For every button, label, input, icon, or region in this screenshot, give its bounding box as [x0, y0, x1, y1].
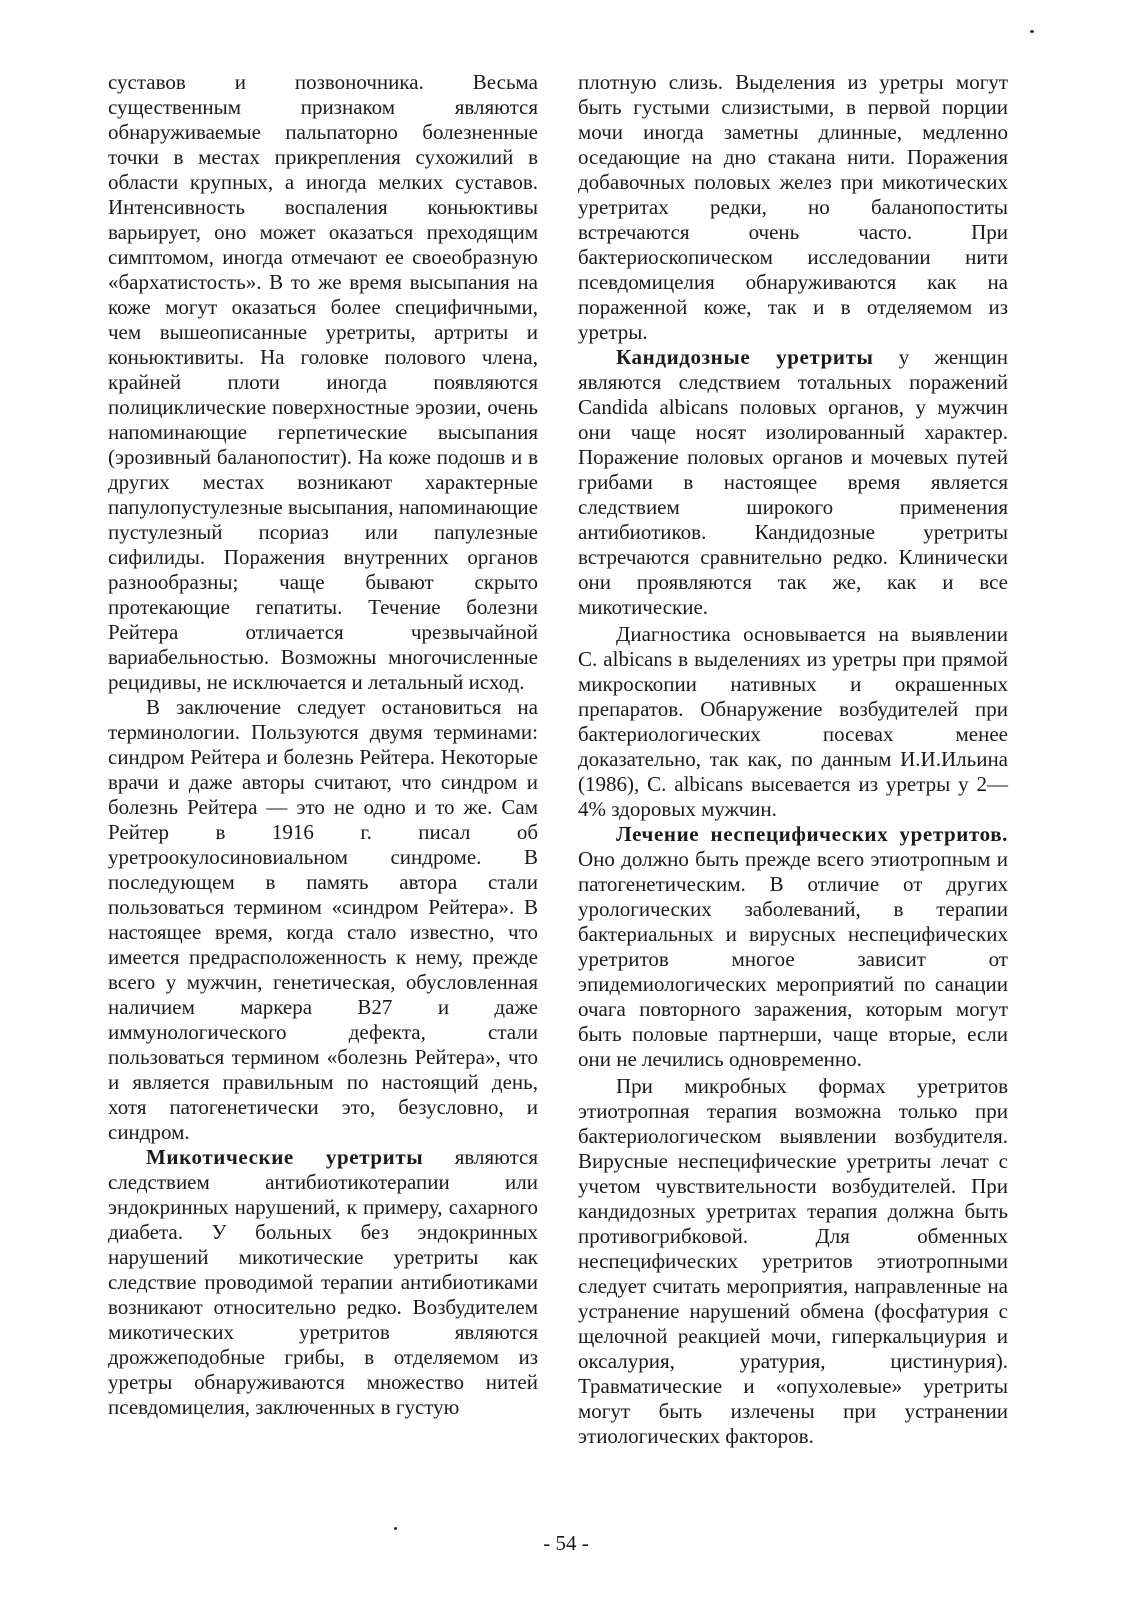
paragraph-etiotropic-therapy: При микробных формах уретритов этиотропная терапия возможна только при бактериологическом выявлении возбудителя. Вирусные неспецифические уретриты лечат с учетом чувствительности возбудителей. При кандидозных уретритах терапия должна быть противогрибковой. Для обменных неспецифических уретритов этиотропными следует считать мероприятия, направленные на устранение нарушений обмена (фосфатурия с щелочной реакцией мочи, гиперкальциурия и оксалурия, уратурия, цистинурия). Травматические и «опухолевые» уретриты могут быть излечены при устранении этиологических факторов.: [578, 1074, 1008, 1448]
left-column: [108, 70, 538, 1420]
paragraph-mycotic-continued: плотную слизь. Выделения из уретры могут быть густыми слизистыми, в первой порции мочи иногда заметны длинные, медленно оседающие на дно стакана нити. Поражения добавочных половых желез при микотических уретритах редки, но баланопоститы встречаются очень часто. При бактериоскопическом исследовании нити псевдомицелия обнаруживаются как на пораженной коже, так и в отделяемом из уретры.: [578, 70, 1008, 344]
page-number: - 54 -: [543, 1531, 589, 1555]
heading-candida-urethritis: Кандидозные уретриты: [616, 345, 874, 369]
scan-speck: [394, 1527, 397, 1530]
heading-treatment: Лечение неспецифических уретритов.: [616, 822, 1008, 846]
paragraph-mycotic-text: являются следствием антибиотикотерапии или эндокринных нарушений, к примеру, сахарного диабета. У больных без эндокринных нарушений микотические уретриты как следствие проводимой терапии антибиотиками возникают относительно редко. Возбудителем микотических уретритов являются дрожжеподобные грибы, в отделяемом из уретры обнаруживаются множество нитей псевдомицелия, заключенных в густую: [108, 1145, 538, 1419]
heading-mycotic-urethritis: Микотические уретриты: [146, 1145, 424, 1169]
paragraph-treatment-text: Оно должно быть прежде всего этиотропным и патогенетическим. В отличие от других урологических заболеваний, в терапии бактериальных и вирусных неспецифических уретритов многое зависит от эпидемиологических мероприятий по санации очага повторного заражения, которым могут быть половые партнерши, чаще вторые, если они не лечились одновременно.: [578, 847, 1008, 1071]
paragraph-mycotic-urethritis: [108, 1145, 538, 1420]
paragraph-diagnostics: Диагностика основывается на выявлении С. albicans в выделениях из уретры при прямой микроскопии нативных и окрашенных препаратов. Обнаружение возбудителей при бактериологических посевах менее доказательно, так как, по данным И.И.Ильина (1986), С. albicans высевается из уретры у 2—4% здоровых мужчин.: [578, 622, 1008, 821]
right-column: [578, 70, 1008, 1449]
scan-speck: [1030, 30, 1034, 33]
paragraph-treatment: [578, 822, 1008, 1072]
paragraph-candida-urethritis: [578, 345, 1008, 620]
paragraph-terminology: В заключение следует остановиться на терминологии. Пользуются двумя терминами: синдром Рейтера и болезнь Рейтера. Некоторые врачи и даже авторы считают, что синдром и болезнь Рейтера — это не одно и то же. Сам Рейтер в 1916 г. писал об уретроокулосиновиальном синдроме. В последующем в память автора стали пользоваться термином «синдром Рейтера». В настоящее время, когда стало известно, что имеется предрасположенность к нему, прежде всего у мужчин, генетическая, обусловленная наличием маркера В27 и даже иммунологического дефекта, стали пользоваться термином «болезнь Рейтера», что и является правильным по настоящий день, хотя патогенетически это, безусловно, и синдром.: [108, 695, 538, 1144]
paragraph-reiter-symptoms: суставов и позвоночника. Весьма существенным признаком являются обнаруживаемые пальпаторно болезненные точки в местах прикрепления сухожилий в области крупных, а иногда мелких суставов. Интенсивность воспаления коньюктивы варьирует, оно может оказаться преходящим симптомом, иногда отмечают ее своеобразную «бархатистость». В то же время высыпания на коже могут оказаться более специфичными, чем вышеописанные уретриты, артриты и коньюктивиты. На головке полового члена, крайней плоти иногда появляются полициклические поверхностные эрозии, очень напоминающие герпетические высыпания (эрозивный баланопостит). На коже подошв и в других местах возникают характерные папулопустулезные высыпания, напоминающие пустулезный псориаз или папулезные сифилиды. Поражения внутренних органов разнообразны; чаще бывают скрыто протекающие гепатиты. Течение болезни Рейтера отличается чрезвычайной вариабельностью. Возможны многочисленные рецидивы, не исключается и летальный исход.: [108, 70, 538, 694]
paragraph-candida-text: у женщин являются следствием тотальных поражений Candida albicans половых органов, у мужчин они чаще носят изолированный характер. Поражение половых органов и мочевых путей грибами в настоящее время является следствием широкого применения антибиотиков. Кандидозные уретриты встречаются сравнительно редко. Клинически они проявляются так же, как и все микотические.: [578, 345, 1008, 619]
